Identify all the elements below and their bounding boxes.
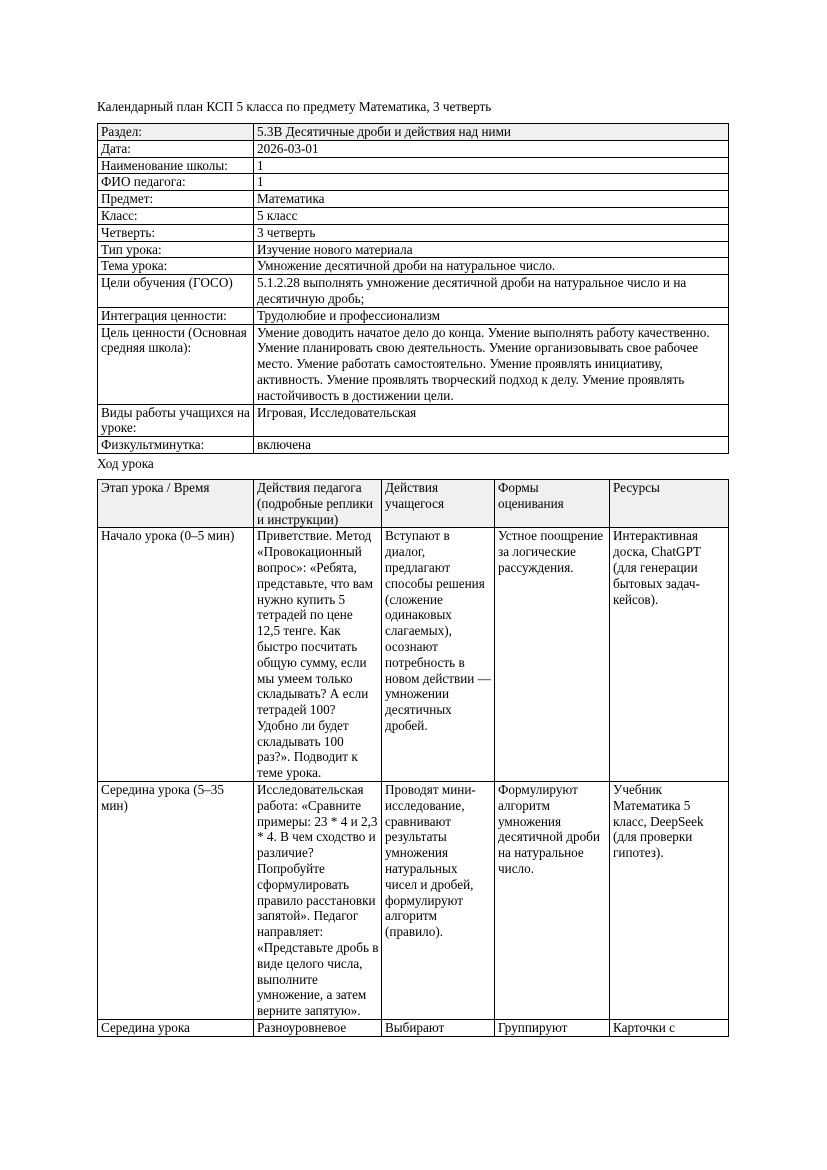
info-row-label: Физкультминутка: — [98, 437, 254, 454]
info-row-value: 1 — [254, 157, 729, 174]
student-actions-cell: Выбирают — [385, 1020, 445, 1036]
info-row — [98, 324, 729, 404]
student-actions-cell: Проводят мини-исследование, сравнивают результаты умножения натуральных чисел и дробей, формулируют алгоритм (правило). — [385, 782, 476, 940]
info-row — [98, 207, 729, 224]
assessment-cell: Устное поощрение за логические рассуждения. — [498, 528, 604, 575]
info-row-label: Интеграция ценности: — [98, 307, 254, 324]
teacher-actions-cell: Исследовательская работа: «Сравните примеры: 23 * 4 и 2,3 * 4. В чем сходство и различие? Попробуйте сформулировать правило расстановки запятой». Педагог направляет: «Представьте дробь в виде целого числа, выполните умножение, а затем верните запятую». — [257, 782, 379, 1019]
teacher-actions-cell: Разноуровневое — [257, 1020, 347, 1036]
info-row-label: Наименование школы: — [98, 157, 254, 174]
info-row-label: Тема урока: — [98, 258, 254, 275]
info-row-value: 1 — [254, 174, 729, 191]
info-row-value: 2026-03-01 — [254, 140, 729, 157]
info-row-label: Тип урока: — [98, 241, 254, 258]
column-header: Этап урока / Время — [98, 479, 254, 527]
info-row-value: 5.1.2.28 выполнять умножение десятичной дроби на натуральное число и на десятичную дробь; — [254, 275, 729, 308]
info-row — [98, 124, 729, 141]
info-row-label: Дата: — [98, 140, 254, 157]
info-row-value: 5.3B Десятичные дроби и действия над ними — [254, 124, 729, 141]
info-row-value: включена — [254, 437, 729, 454]
assessment-cell: Группируют — [498, 1020, 568, 1036]
info-row — [98, 241, 729, 258]
info-row-label: Предмет: — [98, 191, 254, 208]
lesson-row — [98, 1020, 729, 1037]
info-row-label: Цели обучения (ГОСО) — [98, 275, 254, 308]
info-row — [98, 404, 729, 437]
lesson-row — [98, 528, 729, 782]
info-row-value: 3 четверть — [254, 224, 729, 241]
resources-cell: Учебник Математика 5 класс, DeepSeek (для проверки гипотез). — [613, 782, 704, 861]
student-actions-cell: Вступают в диалог, предлагают способы решения (сложение одинаковых слагаемых), осознают потребность в новом действии — умножении десятичных дробей. — [385, 528, 491, 733]
info-row — [98, 275, 729, 308]
teacher-actions-cell: Приветствие. Метод «Провокационный вопрос»: «Ребята, представьте, что вам нужно купить 5 тетрадей по цене 12,5 тенге. Как быстро посчитать общую сумму, если мы умеем только складывать? А если тетрадей 100? Удобно ли будет складывать 100 раз?». Подводит к теме урока. — [257, 528, 373, 781]
column-header: Ресурсы — [610, 479, 729, 527]
info-row — [98, 437, 729, 454]
stage-cell: Середина урока (5–35 мин) — [101, 782, 224, 813]
info-row — [98, 174, 729, 191]
info-row-label: Четверть: — [98, 224, 254, 241]
info-row-value: Игровая, Исследовательская — [254, 404, 729, 437]
stage-cell: Начало урока (0–5 мин) — [101, 528, 235, 544]
section-heading: Ход урока — [97, 455, 154, 471]
info-row — [98, 157, 729, 174]
info-row — [98, 191, 729, 208]
info-row-value: Умение доводить начатое дело до конца. Умение выполнять работу качественно. Умение планировать свою деятельность. Умение организовывать свое рабочее место. Умение работать самостоятельно. Умение проявлять инициативу, активность. Умение проявлять творческий подход к делу. Умение проявлять настойчивость в достижении цели. — [254, 324, 729, 404]
info-row-label: Цель ценности (Основная средняя школа): — [98, 324, 254, 404]
info-row-label: Виды работы учащихся на уроке: — [98, 404, 254, 437]
document-page — [97, 99, 728, 1037]
lesson-info-table — [97, 123, 729, 454]
stage-cell: Середина урока — [101, 1020, 190, 1036]
lesson-flow-table — [97, 479, 729, 1037]
info-row — [98, 140, 729, 157]
info-row-value: Математика — [254, 191, 729, 208]
info-row-value: Умножение десятичной дроби на натуральное число. — [254, 258, 729, 275]
page-title: Календарный план КСП 5 класса по предмету Математика, 3 четверть — [97, 99, 492, 114]
info-row-value: 5 класс — [254, 207, 729, 224]
info-row — [98, 258, 729, 275]
resources-cell: Интерактивная доска, ChatGPT (для генерации бытовых задач-кейсов). — [613, 528, 701, 607]
info-row-label: ФИО педагога: — [98, 174, 254, 191]
column-header: Действия учащегося — [382, 479, 495, 527]
column-header: Формы оценивания — [495, 479, 610, 527]
info-row-value: Изучение нового материала — [254, 241, 729, 258]
info-row-label: Раздел: — [98, 124, 254, 141]
lesson-flow-header-row — [98, 479, 729, 527]
assessment-cell: Формулируют алгоритм умножения десятичной дроби на натуральное число. — [498, 782, 600, 877]
info-row-label: Класс: — [98, 207, 254, 224]
info-row — [98, 224, 729, 241]
resources-cell: Карточки с — [613, 1020, 675, 1036]
info-row — [98, 307, 729, 324]
info-row-value: Трудолюбие и профессионализм — [254, 307, 729, 324]
column-header: Действия педагога (подробные реплики и инструкции) — [254, 479, 382, 527]
lesson-row — [98, 782, 729, 1020]
